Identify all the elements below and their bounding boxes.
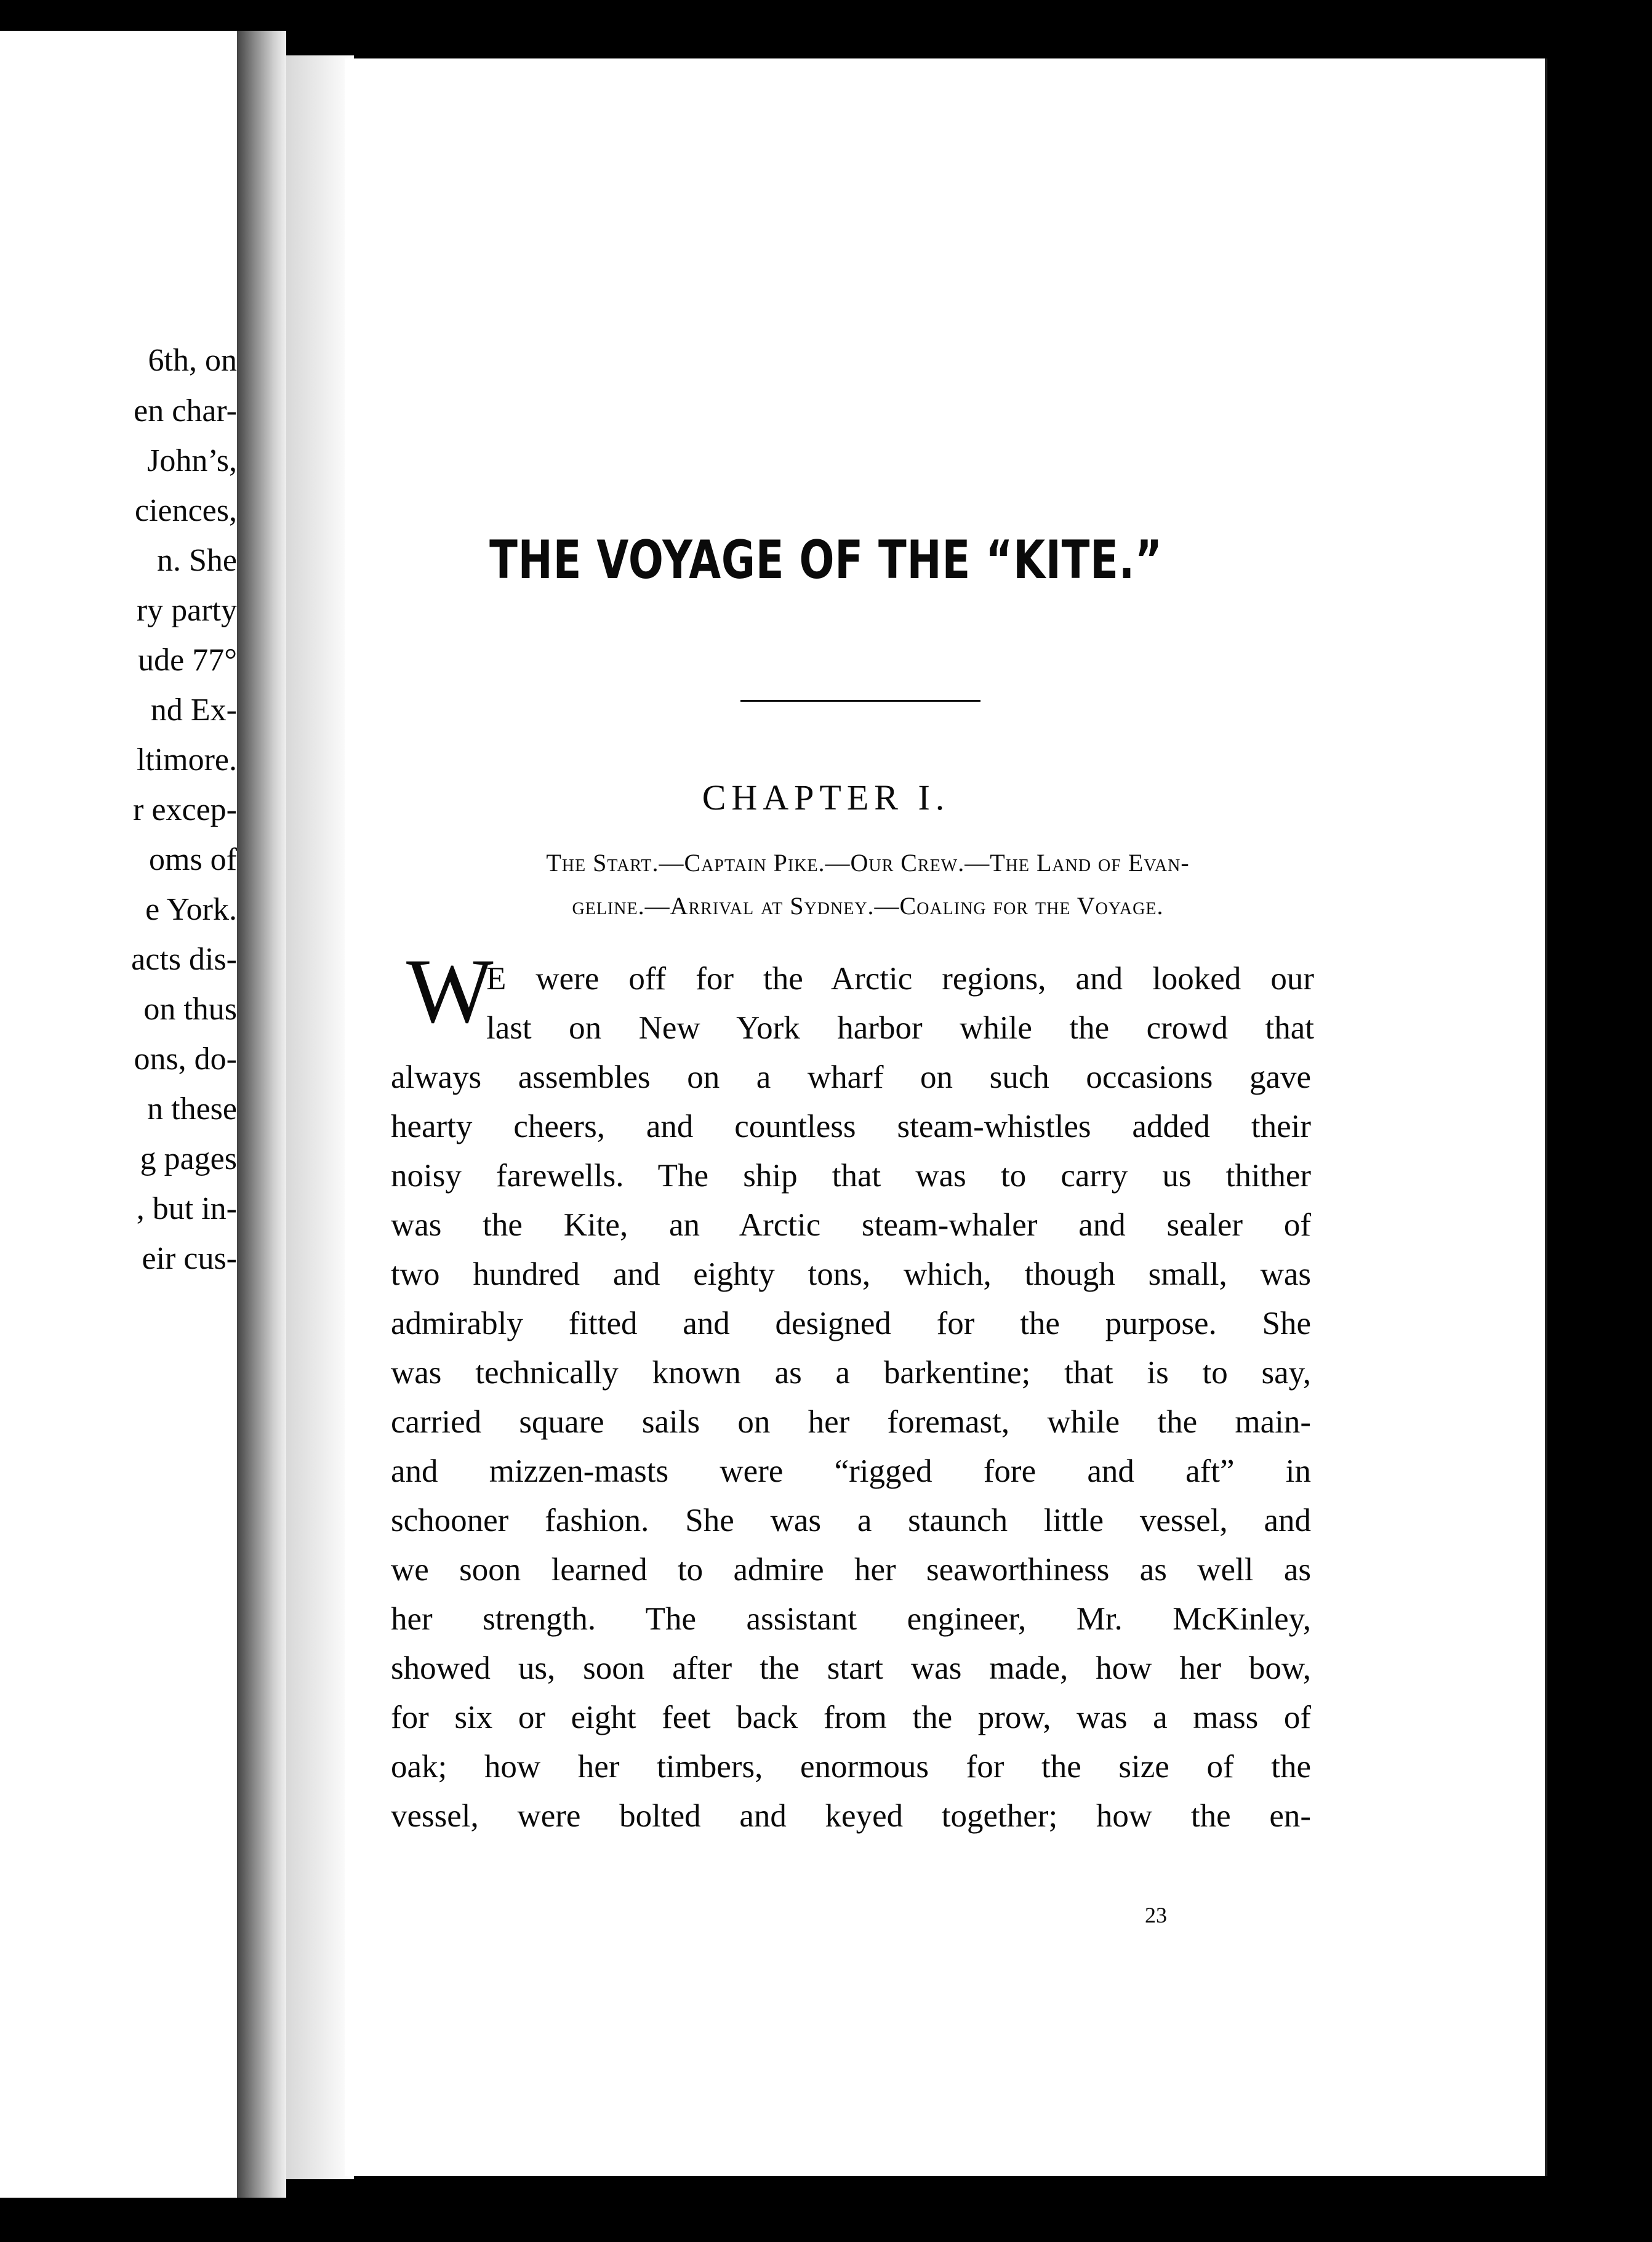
page-number: 23 [1145,1903,1167,1927]
left-text-line: g pages [140,1141,237,1176]
left-text-line: John’s, [147,443,237,478]
body-text-line: always assembles on a wharf on such occasions gave [391,1059,1311,1095]
body-text-line: E were off for the Arctic regions, and looked our [486,961,1314,997]
page-curl-shadow [286,55,354,2179]
body-text-line: hearty cheers, and countless steam-whistles added their [391,1109,1311,1144]
left-text-line: ry party [136,593,237,628]
left-text-line: 6th, on [148,343,237,378]
left-text-line: , but in- [136,1191,237,1226]
body-text-line: was the Kite, an Arctic steam-whaler and sealer of [391,1207,1311,1243]
body-text-line: last on New York harbor while the crowd that [486,1010,1314,1046]
drop-cap: W [406,940,494,1042]
page-edge [1545,58,1547,2176]
body-text-line: two hundred and eighty tons, which, though small, was [391,1256,1311,1292]
body-text-line: showed us, soon after the start was made, how her bow, [391,1650,1311,1686]
left-text-line: ciences, [134,493,237,528]
left-text-line: ons, do- [134,1042,237,1077]
body-text-line: vessel, were bolted and keyed together; how the en- [391,1798,1311,1834]
left-text-line: ude 77° [138,643,237,678]
body-text-line: was technically known as a barkentine; that is to say, [391,1355,1311,1391]
chapter-synopsis-line: geline.—Arrival at Sydney.—Coaling for the Voyage. [572,892,1164,920]
left-text-line: nd Ex- [150,693,237,728]
left-text-line: oms of [149,842,237,877]
body-text-line: schooner fashion. She was a staunch little vessel, and [391,1503,1311,1538]
body-text-line: oak; how her timbers, enormous for the size of the [391,1749,1311,1785]
left-text-line: n. She [157,543,237,578]
body-text-line: admirably fitted and designed for the purpose. She [391,1306,1311,1341]
title-divider [740,700,980,702]
body-text-line: her strength. The assistant engineer, Mr. McKinley, [391,1601,1311,1637]
left-text-line: r excep- [133,792,237,827]
left-text-line: en char- [134,393,237,428]
left-text-line: acts dis- [131,942,237,977]
body-text-line: and mizzen-masts were “rigged fore and aft” in [391,1453,1311,1489]
left-text-line: e York. [145,892,237,927]
book-title: THE VOYAGE OF THE “KITE.” [489,529,1163,591]
book-gutter-shadow [237,31,286,2198]
left-page [0,31,237,2198]
body-text-line: noisy farewells. The ship that was to carry us thither [391,1158,1311,1194]
left-text-line: n these [147,1091,237,1127]
left-text-line: on thus [143,992,237,1027]
chapter-synopsis-line: The Start.—Captain Pike.—Our Crew.—The Land of Evan- [546,849,1190,877]
chapter-heading: CHAPTER I. [702,777,950,818]
left-text-line: ltimore. [136,742,237,777]
body-text-line: for six or eight feet back from the prow, was a mass of [391,1700,1311,1735]
body-text-line: carried square sails on her foremast, while the main- [391,1404,1311,1440]
left-text-line: eir cus- [142,1241,237,1276]
body-text-line: we soon learned to admire her seaworthiness as well as [391,1552,1311,1588]
